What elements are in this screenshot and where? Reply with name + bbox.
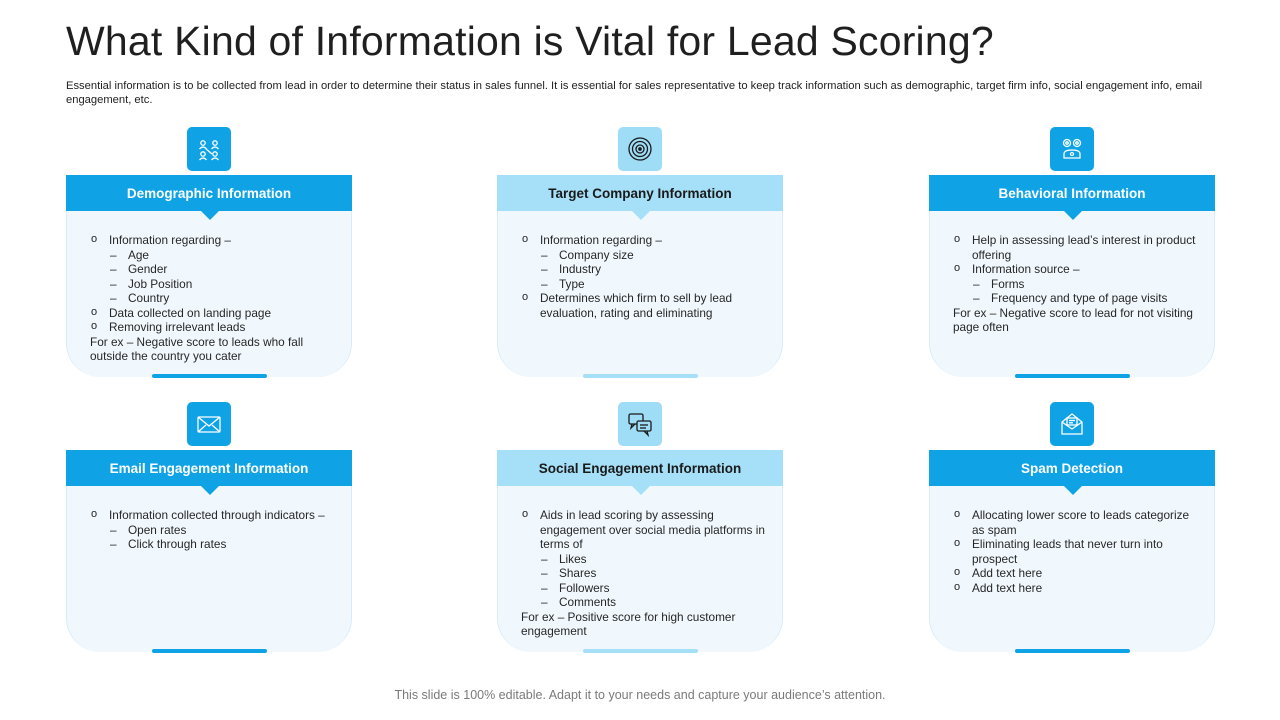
header-notch	[632, 486, 650, 495]
envelope-icon	[187, 402, 231, 446]
card-content	[521, 233, 771, 320]
card-content	[521, 508, 771, 639]
list-item: o Information regarding –	[521, 233, 771, 248]
list-item: o Information regarding –	[90, 233, 340, 248]
list-item: o Data collected on landing page	[90, 306, 340, 321]
card-header: Social Engagement Information	[497, 450, 783, 486]
target-icon	[618, 127, 662, 171]
card-target-company	[497, 127, 783, 379]
card-underline	[152, 374, 267, 378]
list-subitem: – Followers	[521, 581, 771, 596]
people-network-icon	[187, 127, 231, 171]
list-subitem: – Gender	[90, 262, 340, 277]
card-spam-detection	[929, 402, 1215, 654]
card-underline	[583, 374, 698, 378]
list-item: o Information source –	[953, 262, 1203, 277]
example-text: For ex – Negative score to leads who fall outside the country you cater	[90, 334, 304, 363]
example-text: For ex – Positive score for high customer engagement	[521, 609, 736, 638]
card-content	[90, 233, 340, 364]
header-notch	[1064, 486, 1082, 495]
card-header: Spam Detection	[929, 450, 1215, 486]
card-social-engagement	[497, 402, 783, 654]
header-notch	[632, 211, 650, 220]
list-item: o Information collected through indicators –	[90, 508, 340, 523]
card-demographic	[66, 127, 352, 379]
list-item: o Help in assessing lead’s interest in product offering	[953, 233, 1203, 262]
card-content	[953, 233, 1203, 335]
card-underline	[1015, 374, 1130, 378]
list-item: o Add text here	[953, 581, 1203, 596]
card-underline	[1015, 649, 1130, 653]
footer-note: This slide is 100% editable. Adapt it to your needs and capture your audience’s attention.	[394, 688, 886, 702]
card-underline	[583, 649, 698, 653]
card-underline	[152, 649, 267, 653]
list-subitem: – Age	[90, 248, 340, 263]
list-subitem: – Click through rates	[90, 537, 340, 552]
list-subitem: – Open rates	[90, 523, 340, 538]
list-subitem: – Company size	[521, 248, 771, 263]
list-subitem: – Job Position	[90, 277, 340, 292]
list-item: o Eliminating leads that never turn into prospect	[953, 537, 1203, 566]
header-notch	[201, 486, 219, 495]
list-item: o Removing irrelevant leads	[90, 320, 340, 335]
card-header: Target Company Information	[497, 175, 783, 211]
list-subitem: – Likes	[521, 552, 771, 567]
list-subitem: – Type	[521, 277, 771, 292]
header-notch	[1064, 211, 1082, 220]
card-email-engagement	[66, 402, 352, 654]
list-subitem: – Comments	[521, 595, 771, 610]
list-item: o Determines which firm to sell by lead evaluation, rating and eliminating	[521, 291, 771, 320]
list-subitem: – Country	[90, 291, 340, 306]
slide-title: What Kind of Information is Vital for Lead Scoring?	[66, 18, 994, 64]
header-notch	[201, 211, 219, 220]
list-item: o Add text here	[953, 566, 1203, 581]
chat-bubbles-icon	[618, 402, 662, 446]
list-subitem: – Forms	[953, 277, 1203, 292]
card-content	[90, 508, 340, 552]
list-subitem: – Industry	[521, 262, 771, 277]
slide-subtitle: Essential information is to be collected from lead in order to determine their status in sales funnel. It is essential for sales representative to keep track information such as demographic, target firm info, social engagement info, email engagement, etc.	[66, 80, 1203, 106]
list-item: o Allocating lower score to leads categorize as spam	[953, 508, 1203, 537]
spam-mail-icon	[1050, 402, 1094, 446]
card-content	[953, 508, 1203, 595]
list-item: o Aids in lead scoring by assessing engagement over social media platforms in terms of	[521, 508, 771, 552]
card-behavioral	[929, 127, 1215, 379]
behavior-gears-icon	[1050, 127, 1094, 171]
card-header: Behavioral Information	[929, 175, 1215, 211]
example-text: For ex – Negative score to lead for not visiting page often	[953, 305, 1193, 334]
list-subitem: – Shares	[521, 566, 771, 581]
list-subitem: – Frequency and type of page visits	[953, 291, 1203, 306]
card-header: Demographic Information	[66, 175, 352, 211]
card-header: Email Engagement Information	[66, 450, 352, 486]
